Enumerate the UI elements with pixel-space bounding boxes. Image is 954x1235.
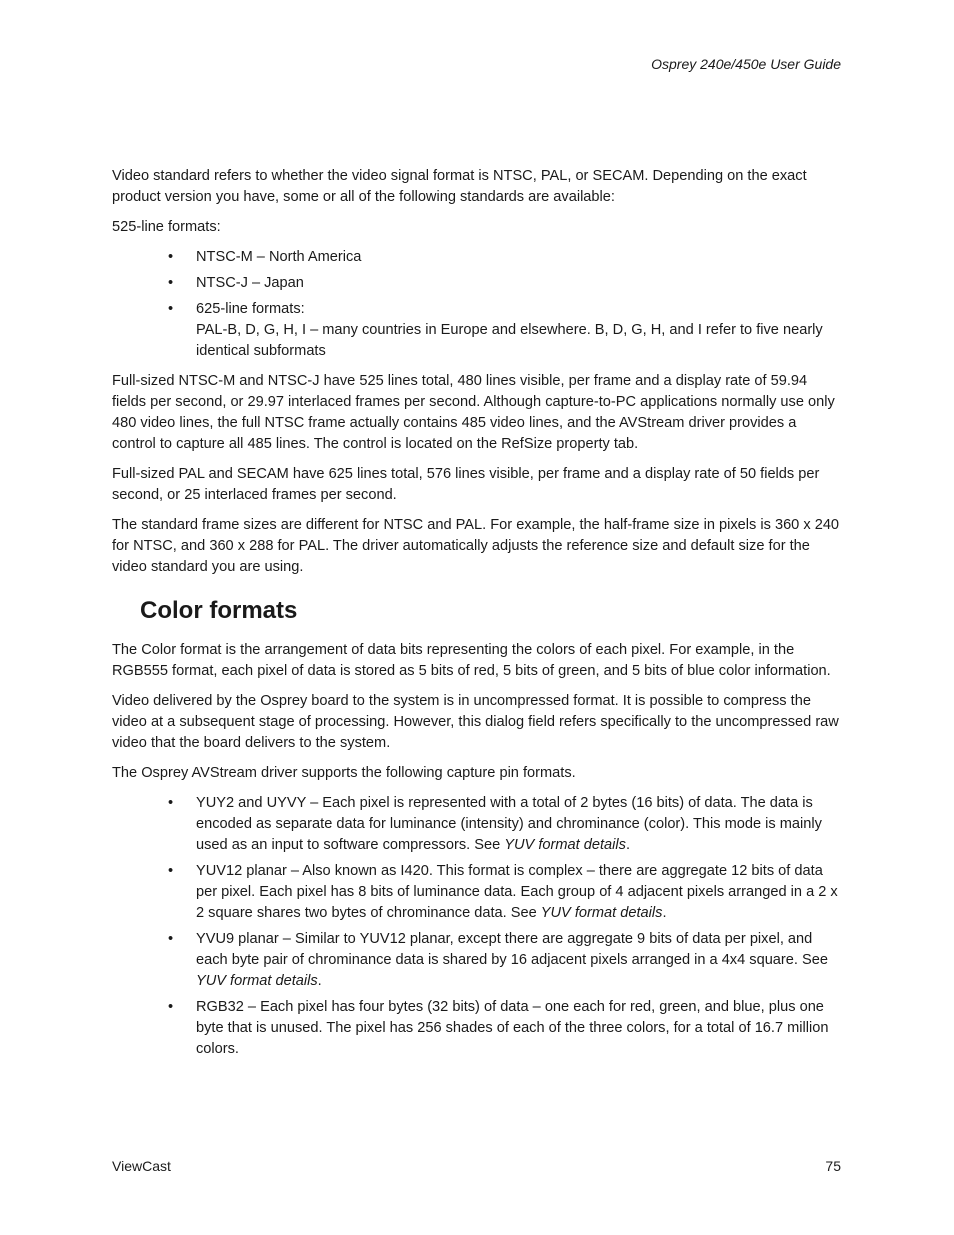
bullet-icon: •: [168, 863, 174, 879]
bullet-icon: •: [168, 795, 174, 811]
ntsc-paragraph: Full-sized NTSC-M and NTSC-J have 525 lines total, 480 lines visible, per frame and a display rate of 59.94 fields per second, or 29.97 interlaced frames per second. Although capture-to-PC applications normally use only 480 video lines, the full NTSC frame actually contains 485 video lines, and the AVStream driver provides a control to capture all 485 lines. The control is located on the RefSize property tab.: [112, 373, 835, 452]
list-item-text: NTSC-M – North America: [196, 249, 362, 265]
color-format-paragraph-2: Video delivered by the Osprey board to the system is in uncompressed format. It is possible to compress the video at a subsequent stage of processing. However, this dialog field refers specifically to the uncompressed raw video that the board delivers to the system.: [112, 693, 839, 751]
list-item-text: RGB32 – Each pixel has four bytes (32 bits) of data – one each for red, green, and blue, plus one byte that is unused. The pixel has 256 shades of each of the three colors, for a total of 16.7 million colors.: [196, 999, 829, 1057]
list-item-end: .: [317, 973, 322, 989]
section-heading: Color formats: [140, 597, 298, 624]
list-item-text: 625-line formats:: [196, 301, 305, 317]
line525-label: 525-line formats:: [112, 219, 221, 235]
list-item-text: NTSC-J – Japan: [196, 275, 304, 291]
list-item: [112, 247, 842, 268]
footer-company: ViewCast: [112, 1158, 171, 1174]
bullet-icon: •: [168, 999, 174, 1015]
video-standard-intro: Video standard refers to whether the video signal format is NTSC, PAL, or SECAM. Depending on the exact product version you have, some or all of the following standards are available:: [112, 168, 807, 205]
running-header: Osprey 240e/450e User Guide: [651, 56, 841, 72]
list-item-end: .: [662, 905, 667, 921]
color-format-paragraph-1: The Color format is the arrangement of data bits representing the colors of each pixel. For example, in the RGB555 format, each pixel of data is stored as 5 bits of red, 5 bits of green, and 5 bits of blue color information.: [112, 642, 831, 679]
list-item: [112, 273, 842, 294]
list-item-text: YUY2 and UYVY – Each pixel is represented with a total of 2 bytes (16 bits) of data. The data is encoded as separate data for luminance (intensity) and chrominance (color). This mode is mainly used as an input to software compressors. See: [196, 795, 822, 853]
list-item-subtext: PAL-B, D, G, H, I – many countries in Europe and elsewhere. B, D, G, H, and I refer to five nearly identical subformats: [196, 322, 823, 359]
pal-paragraph: Full-sized PAL and SECAM have 625 lines total, 576 lines visible, per frame and a display rate of 50 fields per second, or 25 interlaced frames per second.: [112, 466, 820, 503]
frame-sizes-paragraph: The standard frame sizes are different for NTSC and PAL. For example, the half-frame size in pixels is 360 x 240 for NTSC, and 360 x 288 for PAL. The driver automatically adjusts the reference size and default size for the video standard you are using.: [112, 517, 840, 575]
yuv-details-link[interactable]: YUV format details: [504, 837, 626, 853]
bullet-icon: •: [168, 275, 174, 291]
page-content: [112, 166, 842, 1069]
bullet-icon: •: [168, 931, 174, 947]
standards-list: [112, 247, 842, 362]
list-item: [112, 997, 842, 1060]
list-item-text: YUV12 planar – Also known as I420. This format is complex – there are aggregate 12 bits of data per pixel. Each pixel has 8 bits of luminance data. Each group of 4 adjacent pixels arranged in a 2 x 2 square shares two bytes of chrominance data. See: [196, 863, 838, 921]
list-item: [112, 299, 842, 362]
bullet-icon: •: [168, 301, 174, 317]
yuv-details-link[interactable]: YUV format details: [540, 905, 663, 921]
capture-formats-list: [112, 793, 842, 1060]
list-item: [112, 861, 842, 924]
list-item-text: YVU9 planar – Similar to YUV12 planar, except there are aggregate 9 bits of data per pixel, and each byte pair of chrominance data is shared by 16 adjacent pixels arranged in a 4x4 square. See: [196, 931, 828, 968]
list-item: [112, 793, 842, 856]
color-format-paragraph-3: The Osprey AVStream driver supports the following capture pin formats.: [112, 765, 576, 781]
page-number: 75: [825, 1158, 841, 1174]
bullet-icon: •: [168, 249, 174, 265]
yuv-details-link[interactable]: YUV format details: [196, 973, 318, 989]
list-item-end: .: [625, 837, 630, 853]
list-item: [112, 929, 842, 992]
